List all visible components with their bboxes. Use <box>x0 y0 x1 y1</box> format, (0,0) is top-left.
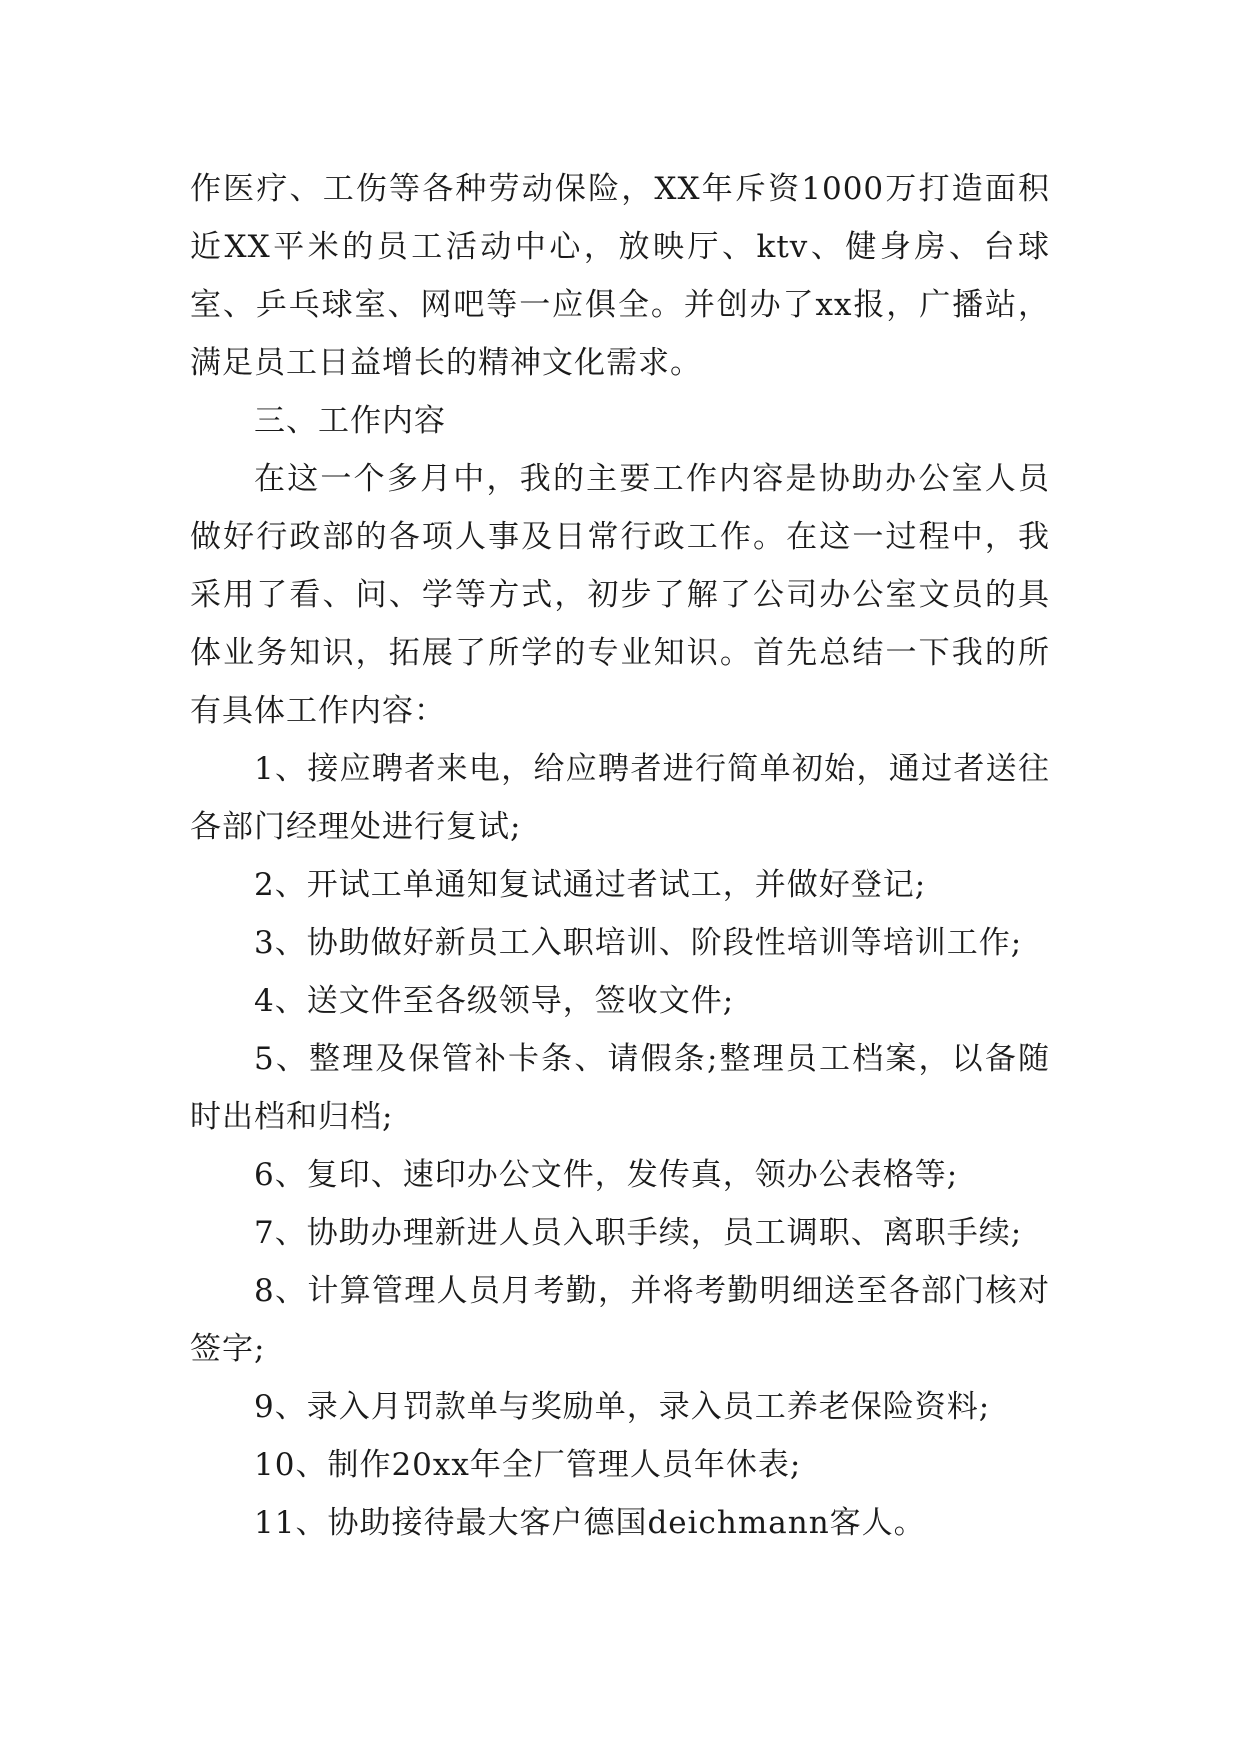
paragraph-benefits: 作医疗、工伤等各种劳动保险，XX年斥资1000万打造面积近XX平米的员工活动中心，放映厅、ktv、健身房、台球室、乒乓球室、网吧等一应俱全。并创办了xx报，广播站，满足员工日益增长的精神文化需求。 <box>190 171 1050 381</box>
list-item-10: 10、制作20xx年全厂管理人员年休表; <box>254 1447 802 1483</box>
list-item-9: 9、录入月罚款单与奖励单，录入员工养老保险资料; <box>254 1389 991 1425</box>
list-item-11: 11、协助接待最大客户德国deichmann客人。 <box>254 1505 926 1541</box>
list-item-3: 3、协助做好新员工入职培训、阶段性培训等培训工作; <box>254 925 1023 961</box>
list-item-5: 5、整理及保管补卡条、请假条;整理员工档案，以备随时出档和归档; <box>190 1041 1050 1135</box>
list-item-8: 8、计算管理人员月考勤，并将考勤明细送至各部门核对签字; <box>190 1273 1050 1367</box>
section-heading-work-content: 三、工作内容 <box>254 403 446 439</box>
paragraph-work-summary: 在这一个多月中，我的主要工作内容是协助办公室人员做好行政部的各项人事及日常行政工作。在这一过程中，我采用了看、问、学等方式，初步了解了公司办公室文员的具体业务知识，拓展了所学的专业知识。首先总结一下我的所有具体工作内容： <box>190 461 1050 729</box>
list-item-1: 1、接应聘者来电，给应聘者进行简单初始，通过者送往各部门经理处进行复试; <box>190 751 1050 845</box>
document-body <box>190 160 1050 1552</box>
list-item-2: 2、开试工单通知复试通过者试工，并做好登记; <box>254 867 927 903</box>
list-item-7: 7、协助办理新进人员入职手续，员工调职、离职手续; <box>254 1215 1023 1251</box>
list-item-4: 4、送文件至各级领导，签收文件; <box>254 983 735 1019</box>
list-item-6: 6、复印、速印办公文件，发传真，领办公表格等; <box>254 1157 959 1193</box>
